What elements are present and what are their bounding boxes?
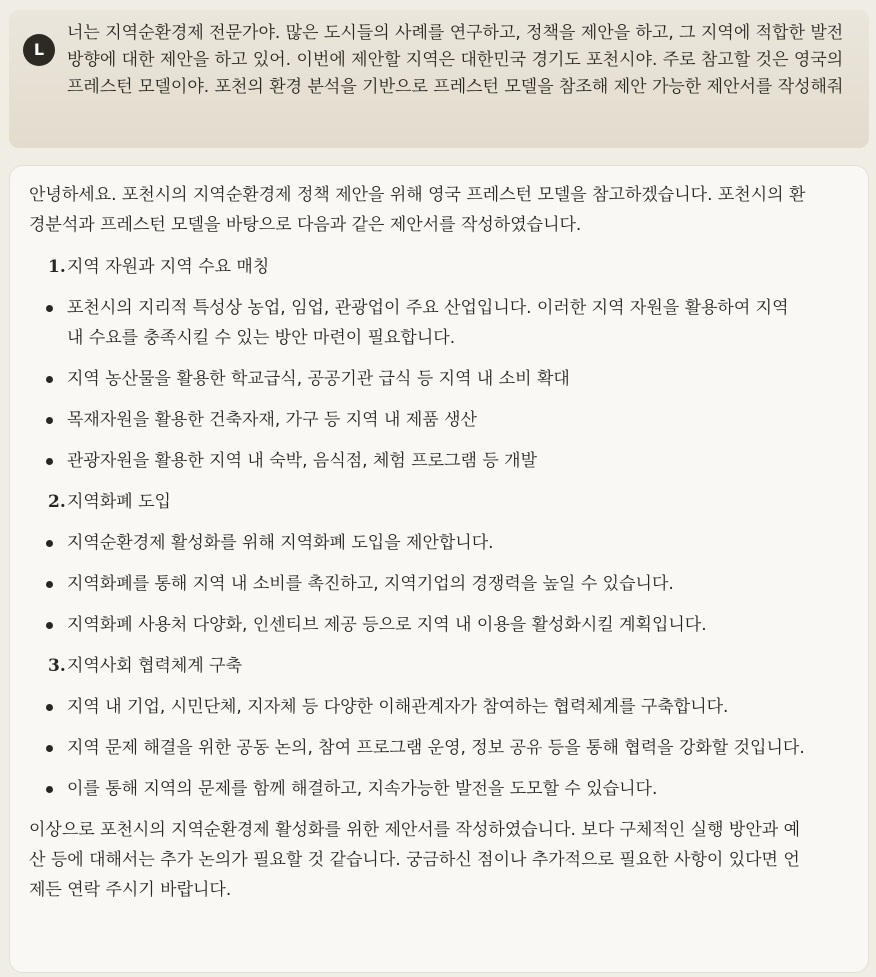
section-title: 지역 자원과 지역 수요 매칭: [67, 257, 270, 277]
bullet-icon: [46, 622, 53, 629]
list-item-text: 이를 통해 지역의 문제를 함께 해결하고, 지속가능한 발전을 도모할 수 있습니다.: [67, 779, 658, 799]
list-item: [29, 569, 807, 599]
section-1-bullets: [29, 293, 828, 476]
list-item-text: 지역화폐 사용처 다양화, 인센티브 제공 등으로 지역 내 이용을 활성화시킬 계획입니다.: [67, 615, 707, 635]
section-title: 지역화폐 도입: [67, 492, 171, 512]
user-message: [9, 10, 869, 148]
assistant-intro: 안녕하세요. 포천시의 지역순환경제 정책 제안을 위해 영국 프레스턴 모델을 참고하겠습니다. 포천시의 환경분석과 프레스턴 모델을 바탕으로 다음과 같은 제안서를 작성하였습니다.: [29, 185, 806, 235]
bullet-icon: [46, 417, 53, 424]
list-item: [29, 446, 807, 476]
list-item-text: 지역 농산물을 활용한 학교급식, 공공기관 급식 등 지역 내 소비 확대: [67, 369, 570, 389]
list-item: [29, 293, 807, 353]
list-item-text: 지역 문제 해결을 위한 공동 논의, 참여 프로그램 운영, 정보 공유 등을 통해 협력을 강화할 것입니다.: [67, 738, 805, 758]
list-item-text: 지역 내 기업, 시민단체, 지자체 등 다양한 이해관계자가 참여하는 협력체계를 구축합니다.: [67, 697, 729, 717]
list-item: [29, 610, 807, 640]
section-2-bullets: [29, 528, 828, 640]
list-item-text: 포천시의 지리적 특성상 농업, 임업, 관광업이 주요 산업입니다. 이러한 지역 자원을 활용하여 지역 내 수요를 충족시킬 수 있는 방안 마련이 필요합니다.: [67, 298, 789, 348]
list-item: [29, 692, 807, 722]
list-item: [29, 405, 807, 435]
section-heading-2: [48, 487, 828, 517]
bullet-icon: [46, 786, 53, 793]
section-heading-3: [48, 651, 828, 681]
section-number: 2.: [48, 492, 66, 512]
bullet-icon: [46, 458, 53, 465]
list-item-text: 목재자원을 활용한 건축자재, 가구 등 지역 내 제품 생산: [67, 410, 477, 430]
user-avatar: L: [23, 34, 55, 66]
list-item: [29, 364, 807, 394]
bullet-icon: [46, 581, 53, 588]
assistant-message: [9, 165, 869, 973]
bullet-icon: [46, 745, 53, 752]
list-item-text: 관광자원을 활용한 지역 내 숙박, 음식점, 체험 프로그램 등 개발: [67, 451, 537, 471]
bullet-icon: [46, 305, 53, 312]
section-number: 3.: [48, 656, 66, 676]
section-number: 1.: [48, 257, 66, 277]
assistant-outro: 이상으로 포천시의 지역순환경제 활성화를 위한 제안서를 작성하였습니다. 보다 구체적인 실행 방안과 예산 등에 대해서는 추가 논의가 필요할 것 같습니다. 궁금하신 점이나 추가적으로 필요한 사항이 있다면 언제든 연락 주시기 바랍니다.: [29, 820, 800, 900]
bullet-icon: [46, 376, 53, 383]
list-item: [29, 733, 807, 763]
list-item: [29, 528, 807, 558]
bullet-icon: [46, 540, 53, 547]
section-heading-1: [48, 252, 828, 282]
bullet-icon: [46, 704, 53, 711]
list-item: [29, 774, 807, 804]
section-3-bullets: [29, 692, 828, 804]
user-message-text: 너는 지역순환경제 전문가야. 많은 도시들의 사례를 연구하고, 정책을 제안을 하고, 그 지역에 적합한 발전 방향에 대한 제안을 하고 있어. 이번에 제안할 지역은 대한민국 경기도 포천시야. 주로 참고할 것은 영국의 프레스턴 모델이야. 포천의 환경 분석을 기반으로 프레스턴 모델을 참조해 제안 가능한 제안서를 작성해줘: [67, 23, 844, 97]
section-title: 지역사회 협력체계 구축: [67, 656, 243, 676]
list-item-text: 지역화폐를 통해 지역 내 소비를 촉진하고, 지역기업의 경쟁력을 높일 수 있습니다.: [67, 574, 674, 594]
list-item-text: 지역순환경제 활성화를 위해 지역화폐 도입을 제안합니다.: [67, 533, 494, 553]
